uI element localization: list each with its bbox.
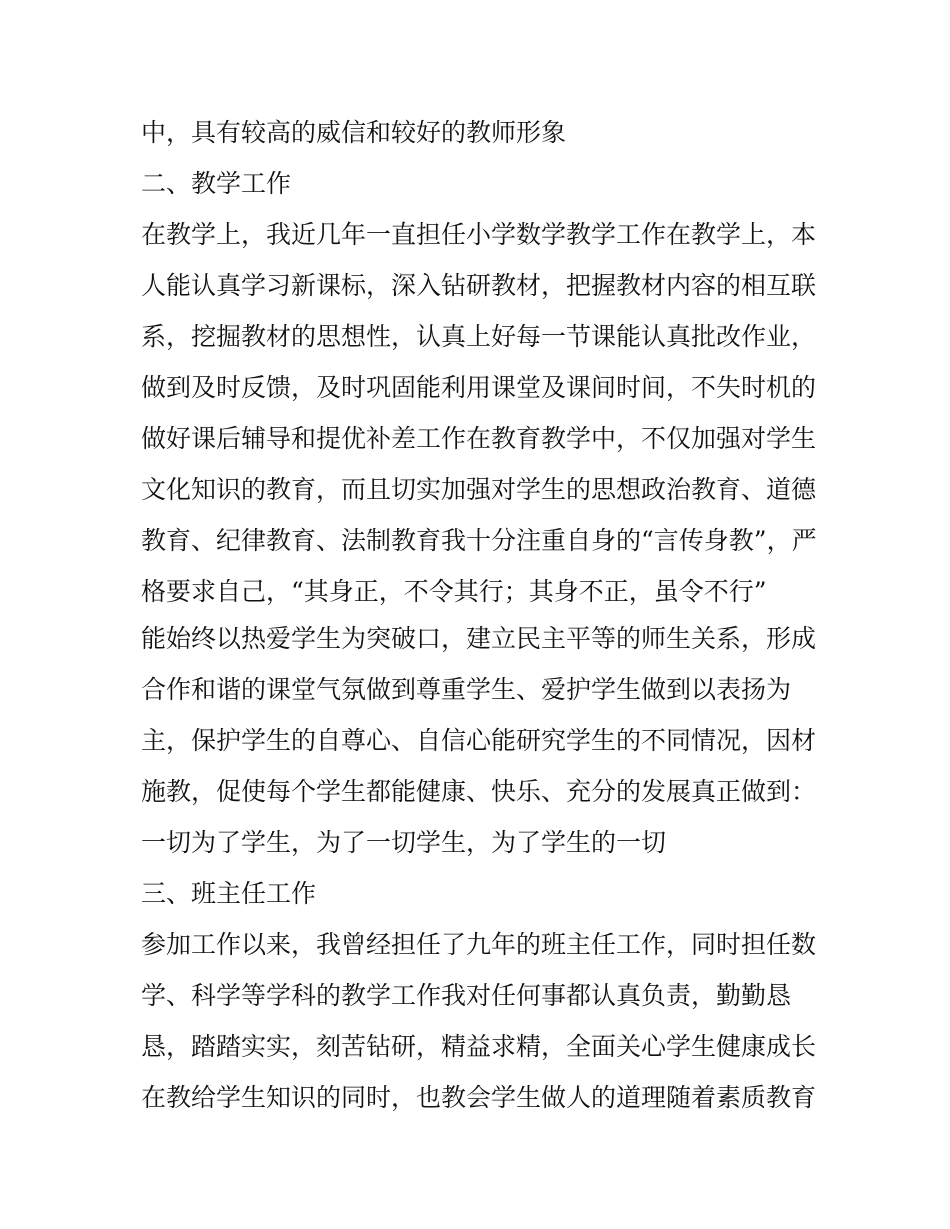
- paragraph-line: 合作和谐的课堂气氛做到尊重学生、爱护学生做到以表扬为: [141, 675, 792, 704]
- paragraph-line: 在教学上，我近几年一直担任小学数学教学工作在教学上，本: [141, 220, 817, 249]
- paragraph-line: 做好课后辅导和提优补差工作在教育教学中，不仅加强对学生: [141, 424, 817, 453]
- paragraph-line: 施教，促使每个学生都能健康、快乐、充分的发展真正做到：: [141, 777, 817, 806]
- paragraph-line: 教育、纪律教育、法制教育我十分注重自身的“言传身教”，严: [141, 526, 817, 555]
- section-heading-class-teacher: 三、班主任工作: [141, 879, 317, 908]
- paragraph-line: 中，具有较高的威信和较好的教师形象: [141, 118, 567, 147]
- paragraph-line: 人能认真学习新课标，深入钻研教材，把握教材内容的相互联: [141, 271, 817, 300]
- paragraph-line: 格要求自己，“其身正，不令其行；其身不正，虽令不行”: [141, 577, 767, 606]
- paragraph-line: 恳，踏踏实实，刻苦钻研，精益求精，全面关心学生健康成长: [141, 1032, 817, 1061]
- paragraph-line: 学、科学等学科的教学工作我对任何事都认真负责，勤勤恳: [141, 981, 792, 1010]
- paragraph-line: 系，挖掘教材的思想性，认真上好每一节课能认真批改作业，: [141, 322, 817, 351]
- paragraph-line: 参加工作以来，我曾经担任了九年的班主任工作，同时担任数: [141, 930, 817, 959]
- document-body: [141, 107, 831, 1123]
- paragraph-line: 在教给学生知识的同时，也教会学生做人的道理随着素质教育: [141, 1083, 817, 1112]
- paragraph-line: 一切为了学生，为了一切学生，为了学生的一切: [141, 828, 667, 857]
- paragraph-line: 做到及时反馈，及时巩固能利用课堂及课间时间，不失时机的: [141, 373, 817, 402]
- paragraph-line: 文化知识的教育，而且切实加强对学生的思想政治教育、道德: [141, 475, 817, 504]
- paragraph-line: 能始终以热爱学生为突破口，建立民主平等的师生关系，形成: [141, 624, 817, 653]
- section-heading-teaching: 二、教学工作: [141, 169, 292, 198]
- paragraph-line: 主，保护学生的自尊心、自信心能研究学生的不同情况，因材: [141, 726, 817, 755]
